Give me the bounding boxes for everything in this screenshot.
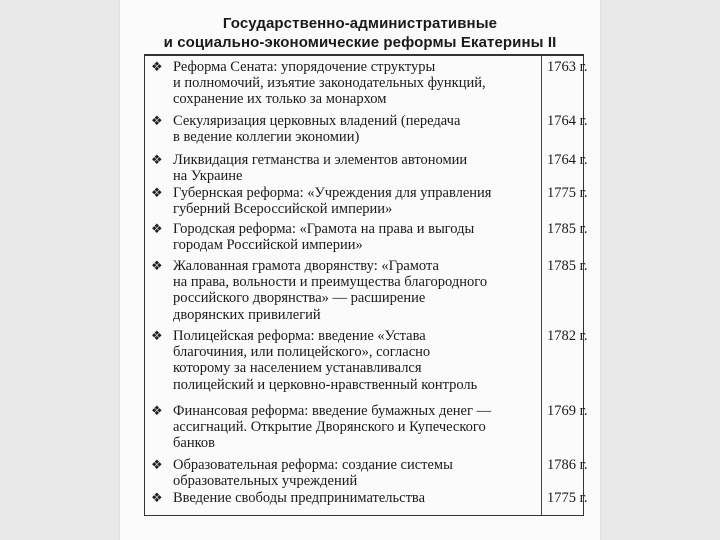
reform-description-line: Секуляризация церковных владений (передача bbox=[173, 113, 461, 129]
reform-year: 1764 г. bbox=[547, 152, 588, 168]
reform-description-line: Ликвидация гетманства и элементов автономии bbox=[173, 152, 468, 168]
diamond-bullet-icon: ❖ bbox=[151, 114, 163, 129]
reform-description-line: на Украине bbox=[173, 168, 243, 185]
reform-description bbox=[173, 403, 533, 452]
diamond-bullet-icon: ❖ bbox=[151, 491, 163, 506]
diamond-bullet-icon: ❖ bbox=[151, 404, 163, 419]
reform-description bbox=[173, 258, 533, 323]
reform-description-line: Финансовая реформа: введение бумажных денег — bbox=[173, 403, 492, 419]
reform-description bbox=[173, 113, 533, 145]
reform-description-line: полицейский и церковно-нравственный контроль bbox=[173, 376, 478, 393]
reform-description-line: Жалованная грамота дворянству: «Грамота bbox=[173, 258, 439, 274]
reform-description-line: Полицейская реформа: введение «Устава bbox=[173, 328, 426, 344]
reform-description-line: образовательных учреждений bbox=[173, 473, 358, 490]
reform-description-line: Образовательная реформа: создание системы bbox=[173, 457, 453, 473]
reform-year: 1785 г. bbox=[547, 258, 588, 274]
diamond-bullet-icon: ❖ bbox=[151, 153, 163, 168]
reform-description-line: в ведение коллегии экономии) bbox=[173, 129, 360, 146]
diamond-bullet-icon: ❖ bbox=[151, 329, 163, 344]
title-line-2: и социально-экономические реформы Екатерины II bbox=[163, 34, 557, 51]
reform-description-line: и полномочий, изъятие законодательных функций, bbox=[173, 75, 486, 92]
reform-description-line: Введение свободы предпринимательства bbox=[173, 490, 426, 506]
reform-description-line: которому за населением устанавливался bbox=[173, 360, 422, 377]
reform-description bbox=[173, 328, 533, 393]
title-line-1: Государственно-административные bbox=[222, 15, 498, 32]
diamond-bullet-icon: ❖ bbox=[151, 60, 163, 75]
reforms-table bbox=[144, 54, 588, 516]
reform-year: 1782 г. bbox=[547, 328, 588, 344]
diamond-bullet-icon: ❖ bbox=[151, 222, 163, 237]
reform-description-line: Реформа Сената: упорядочение структуры bbox=[173, 59, 436, 75]
diamond-bullet-icon: ❖ bbox=[151, 458, 163, 473]
reform-description-line: городам Российской империи» bbox=[173, 237, 363, 254]
reform-description-line: на права, вольности и преимущества благородного bbox=[173, 274, 488, 291]
reform-year: 1769 г. bbox=[547, 403, 588, 419]
reform-description-line: сохранение их только за монархом bbox=[173, 91, 387, 108]
reform-description-line: губерний Всероссийской империи» bbox=[173, 201, 393, 218]
reform-year: 1764 г. bbox=[547, 113, 588, 129]
diamond-bullet-icon: ❖ bbox=[151, 259, 163, 274]
document-title bbox=[120, 14, 600, 52]
diamond-bullet-icon: ❖ bbox=[151, 186, 163, 201]
reform-year: 1786 г. bbox=[547, 457, 588, 473]
column-divider bbox=[541, 56, 542, 515]
reform-description bbox=[173, 490, 533, 506]
reform-description-line: банков bbox=[173, 435, 215, 452]
reform-year: 1785 г. bbox=[547, 221, 588, 237]
reform-description-line: российского дворянства» — расширение bbox=[173, 290, 426, 307]
reform-description-line: ассигнаций. Открытие Дворянского и Купеческого bbox=[173, 419, 486, 436]
reform-description-line: Городская реформа: «Грамота на права и выгоды bbox=[173, 221, 475, 237]
reform-description bbox=[173, 59, 533, 108]
reform-description bbox=[173, 185, 533, 217]
reform-description bbox=[173, 457, 533, 489]
reform-description-line: благочиния, или полицейского», согласно bbox=[173, 344, 431, 361]
reform-description bbox=[173, 221, 533, 253]
reform-year: 1775 г. bbox=[547, 490, 588, 506]
reform-description-line: дворянских привилегий bbox=[173, 306, 321, 323]
reform-year: 1763 г. bbox=[547, 59, 588, 75]
reform-description-line: Губернская реформа: «Учреждения для управления bbox=[173, 185, 492, 201]
document-page bbox=[120, 0, 600, 540]
reform-year: 1775 г. bbox=[547, 185, 588, 201]
reform-description bbox=[173, 152, 533, 184]
